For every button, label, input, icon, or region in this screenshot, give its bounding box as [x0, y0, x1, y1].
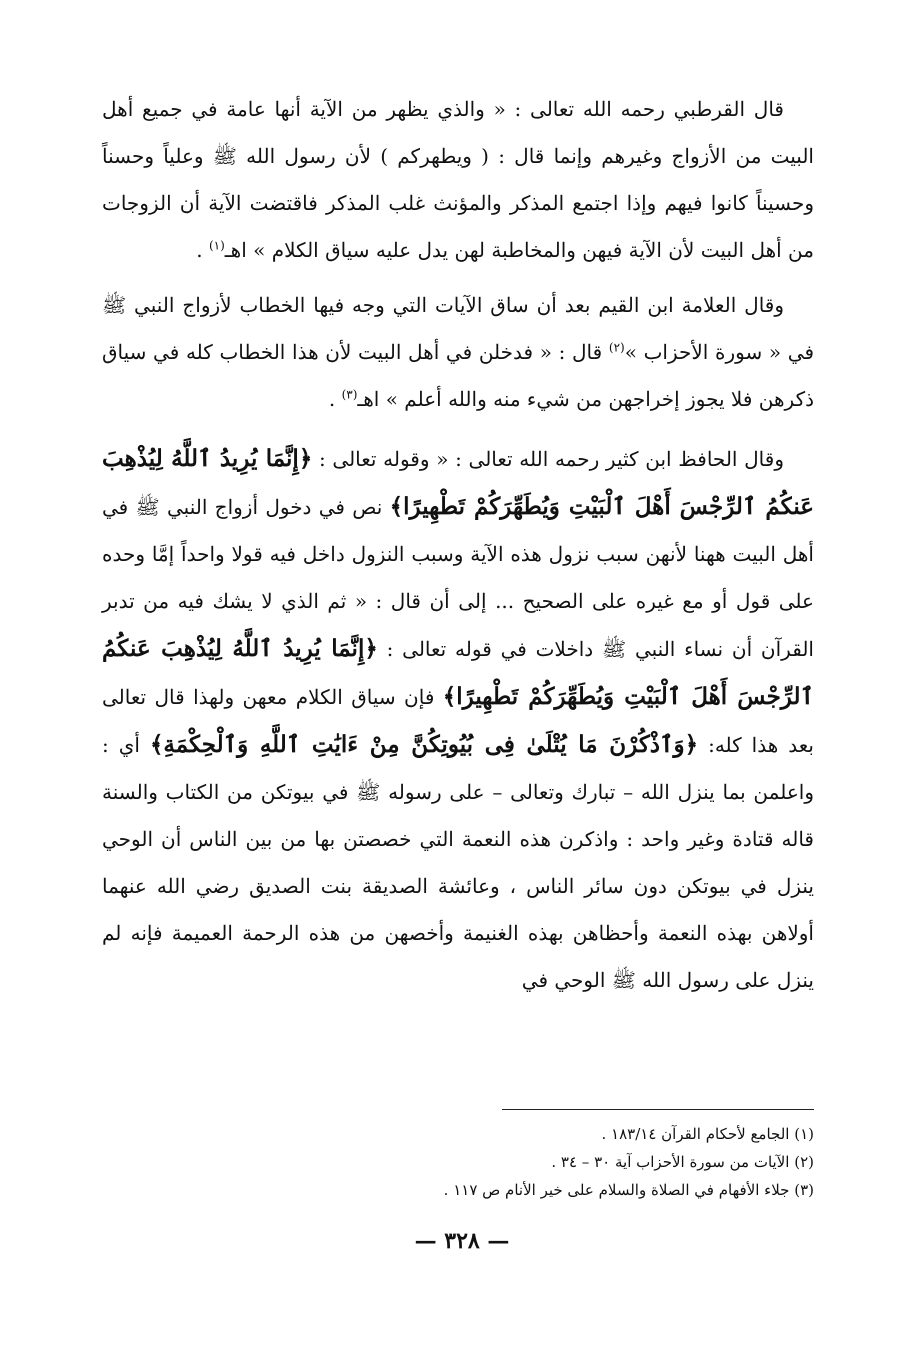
paragraph-text: فإن سياق الكلام معهن ولهذا قال تعالى بعد هذا كله: [102, 685, 814, 757]
paragraph-text: قال : « فدخلن في أهل البيت لأن هذا الخطاب كله في سياق ذكرهن فلا يجوز إخراجهن من شيء منه والله أعلم » اهـ [102, 340, 814, 411]
quran-verse: ﴿وَٱذْكُرْنَ مَا يُتْلَىٰ فِى بُيُوتِكُنَّ مِنْ ءَايَٰتِ ٱللَّهِ وَٱلْحِكْمَةِ﴾ [149, 731, 699, 758]
footnote-ref-3: (٣) [341, 387, 358, 402]
main-text [102, 86, 814, 1004]
paragraph-text: أي : واعلمن بما ينزل الله – تبارك وتعالى – على رسوله ﷺ في بيوتكن من الكتاب والسنة قاله قتادة وغير واحد : واذكرن هذه النعمة التي خصصتن بها من بين الناس أن الوحي ينزل في بيوتكن دون سائر الناس ، وعائشة الصديقة بنت الصديق رضي الله عنهما أولاهن بهذه النعمة وأحظاهن بهذه الغنيمة وأخصهن من هذه الرحمة العميمة فإنه لم ينزل على رسول الله ﷺ الوحي في [102, 733, 814, 992]
paragraph-ibn-qayyim [102, 282, 814, 423]
footnotes [102, 1120, 814, 1204]
paragraph-text: وقال العلامة ابن القيم بعد أن ساق الآيات التي وجه فيها الخطاب لأزواج النبي ﷺ في « سورة الأحزاب » [102, 293, 814, 364]
paragraph-text: وقال الحافظ ابن كثير رحمه الله تعالى : « وقوله تعالى : [312, 447, 784, 471]
footnote-divider [502, 1109, 814, 1110]
paragraph-qurtubi [102, 86, 814, 274]
paragraph-text: نص في دخول أزواج النبي ﷺ في أهل البيت ههنا لأنهن سبب نزول هذه الآية وسبب النزول داخل فيه قولا واحداً إمَّا وحده على قول أو مع غيره على الصحيح ... إلى أن قال : « ثم الذي لا يشك فيه من تدبر القرآن أن نساء النبي ﷺ داخلات في قوله تعالى : [102, 495, 814, 661]
quran-verse: ﴿إِنَّمَا يُرِيدُ ٱللَّهُ لِيُذْهِبَ عَنكُمُ ٱلرِّجْسَ أَهْلَ ٱلْبَيْتِ وَيُطَهِّرَكُمْ تَطْهِيرًا﴾ [102, 445, 814, 520]
paragraph-ibn-kathir [102, 435, 814, 1004]
paragraph-end: . [328, 387, 342, 411]
footnote-2: (٢) الآيات من سورة الأحزاب آية ٣٠ – ٣٤ . [551, 1153, 814, 1171]
footnote-ref-2: (٢) [608, 340, 625, 355]
paragraph-end: . [196, 238, 209, 262]
footnote-ref-1: (١) [208, 238, 225, 253]
page-number: — ٣٢٨ — [414, 1228, 510, 1254]
quran-verse: ﴿إِنَّمَا يُرِيدُ ٱللَّهُ لِيُذْهِبَ عَنكُمُ ٱلرِّجْسَ أَهْلَ ٱلْبَيْتِ وَيُطَهِّرَكُمْ تَطْهِيرًا﴾ [102, 635, 814, 710]
footnote-3: (٣) جلاء الأفهام في الصلاة والسلام على خير الأنام ص ١١٧ . [443, 1181, 814, 1199]
footnote-1: (١) الجامع لأحكام القرآن ١٨٣/١٤ . [601, 1125, 814, 1143]
paragraph-text: قال القرطبي رحمه الله تعالى : « والذي يظهر من الآية أنها عامة في جميع أهل البيت من الأزواج وغيرهم وإنما قال : ( ويطهركم ) لأن رسول الله ﷺ وعلياً وحسناً وحسيناً كانوا فيهم وإذا اجتمع المذكر والمؤنث غلب المذكر فاقتضت الآية أن الزوجات من أهل البيت لأن الآية فيهن والمخاطبة لهن يدل عليه سياق الكلام » اهـ [102, 97, 814, 262]
